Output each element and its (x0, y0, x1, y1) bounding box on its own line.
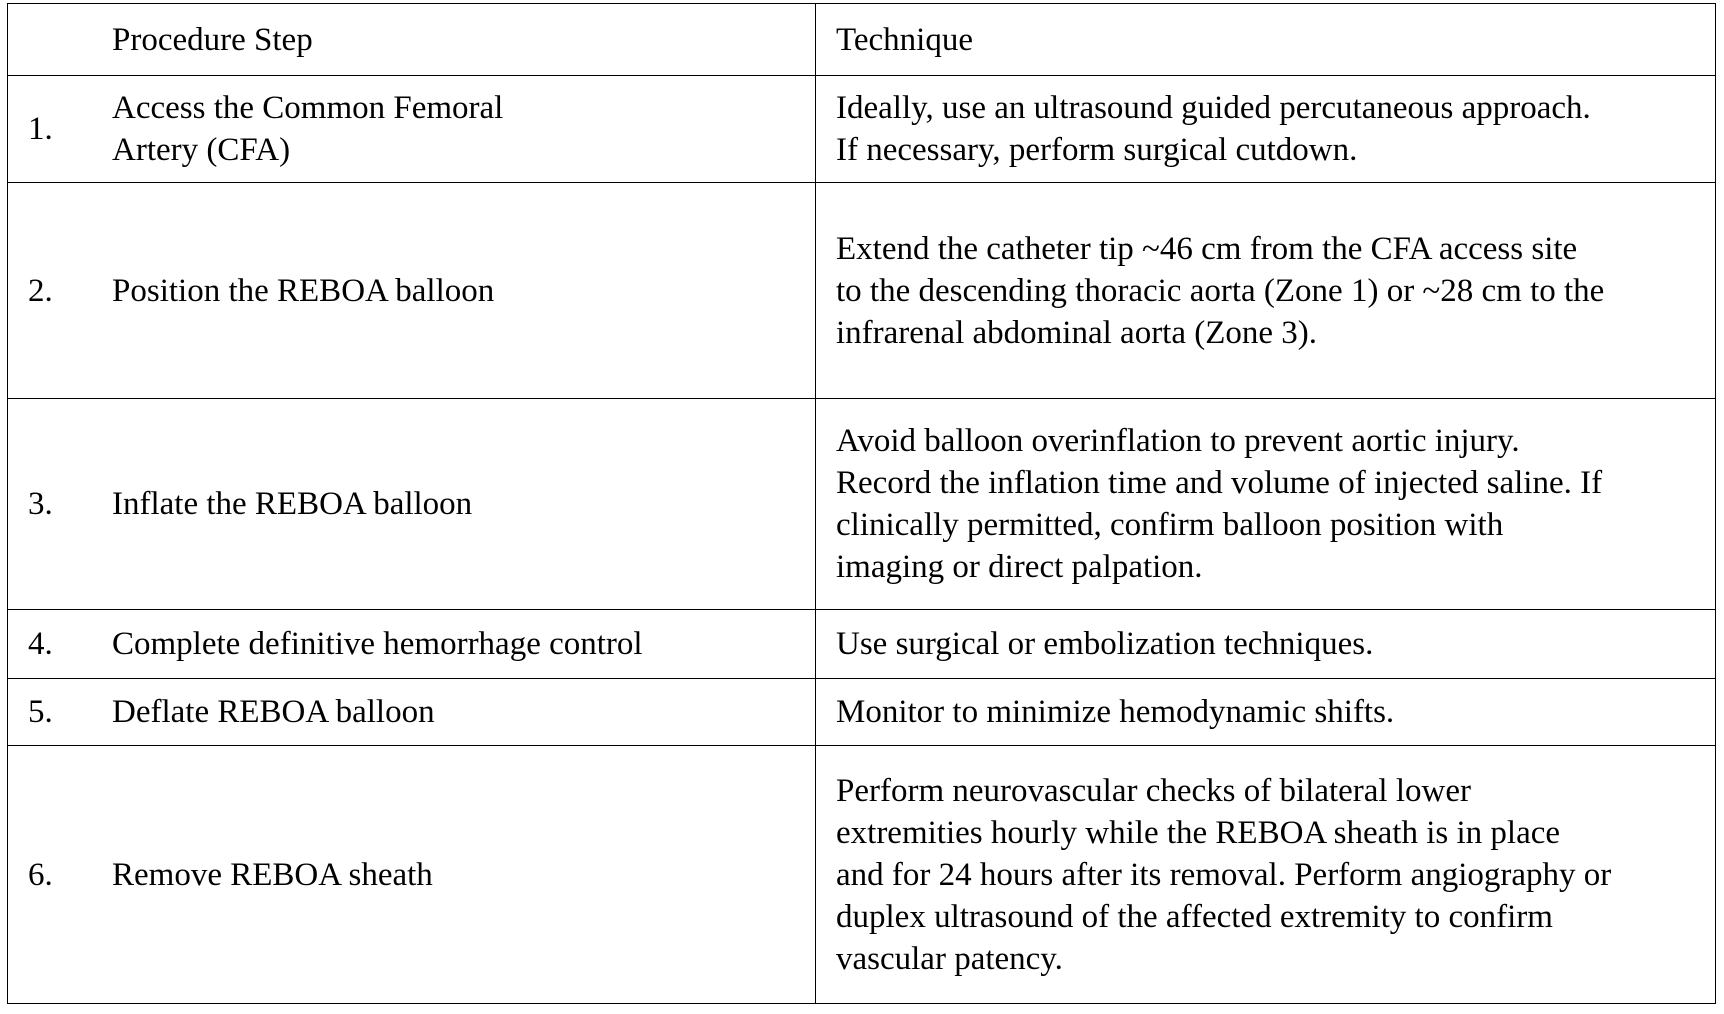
technique-text (816, 228, 1715, 354)
technique-line: infrarenal abdominal aorta (Zone 3). (836, 314, 1318, 351)
table-row (8, 610, 1716, 679)
technique-line: Ideally, use an ultrasound guided percutaneous approach. (836, 90, 1591, 126)
technique-line: Extend the catheter tip ~46 cm from the CFA access site (836, 230, 1578, 267)
technique-line: Monitor to minimize hemodynamic shifts. (836, 694, 1395, 730)
technique-line: Use surgical or embolization techniques. (836, 626, 1374, 662)
header-cell-step (8, 4, 816, 76)
table-row (8, 679, 1716, 746)
technique-cell (816, 76, 1716, 183)
technique-cell (816, 399, 1716, 610)
step-text (112, 691, 815, 733)
step-line: Deflate REBOA balloon (112, 694, 435, 730)
step-cell (8, 76, 816, 183)
technique-cell (816, 746, 1716, 1004)
step-text (112, 483, 815, 525)
technique-cell (816, 679, 1716, 746)
technique-text (816, 691, 1715, 733)
technique-text (816, 623, 1715, 665)
technique-line: Avoid balloon overinflation to prevent aortic injury. (836, 423, 1520, 459)
step-cell (8, 399, 816, 610)
step-line: Access the Common Femoral (112, 90, 504, 126)
header-technique: Technique (836, 21, 973, 58)
technique-cell (816, 183, 1716, 399)
step-number: 4. (28, 626, 53, 662)
step-line: Position the REBOA balloon (112, 272, 495, 309)
step-cell (8, 679, 816, 746)
technique-line: to the descending thoracic aorta (Zone 1) or ~28 cm to the (836, 272, 1605, 309)
procedure-table (7, 3, 1716, 1004)
table-row (8, 399, 1716, 610)
step-number: 6. (28, 856, 53, 893)
technique-line: duplex ultrasound of the affected extremity to confirm (836, 898, 1553, 935)
step-number: 2. (28, 272, 53, 309)
technique-line: If necessary, perform surgical cutdown. (836, 132, 1358, 168)
header-procedure-step: Procedure Step (112, 21, 313, 58)
table-row (8, 183, 1716, 399)
header-cell-technique (816, 4, 1716, 76)
step-text (112, 270, 815, 312)
technique-line: Record the inflation time and volume of injected saline. If (836, 465, 1603, 501)
step-line: Remove REBOA sheath (112, 856, 433, 893)
technique-cell (816, 610, 1716, 679)
technique-line: extremities hourly while the REBOA sheath is in place (836, 814, 1561, 851)
step-number: 5. (28, 694, 53, 730)
header-row (8, 4, 1716, 76)
step-number: 1. (28, 111, 53, 147)
step-text (112, 854, 815, 896)
step-line: Artery (CFA) (112, 132, 291, 168)
step-cell (8, 610, 816, 679)
technique-text (816, 87, 1715, 171)
technique-line: imaging or direct palpation. (836, 549, 1203, 585)
technique-line: and for 24 hours after its removal. Perform angiography or (836, 856, 1612, 893)
step-text (112, 87, 815, 171)
technique-text (816, 420, 1715, 588)
table-row (8, 76, 1716, 183)
step-cell (8, 183, 816, 399)
step-cell (8, 746, 816, 1004)
step-line: Complete definitive hemorrhage control (112, 626, 643, 662)
technique-line: Perform neurovascular checks of bilateral lower (836, 772, 1471, 809)
table-row (8, 746, 1716, 1004)
technique-text (816, 770, 1715, 980)
step-number: 3. (28, 486, 53, 522)
step-text (112, 623, 815, 665)
technique-line: clinically permitted, confirm balloon position with (836, 507, 1504, 543)
technique-line: vascular patency. (836, 940, 1063, 977)
step-line: Inflate the REBOA balloon (112, 486, 473, 522)
